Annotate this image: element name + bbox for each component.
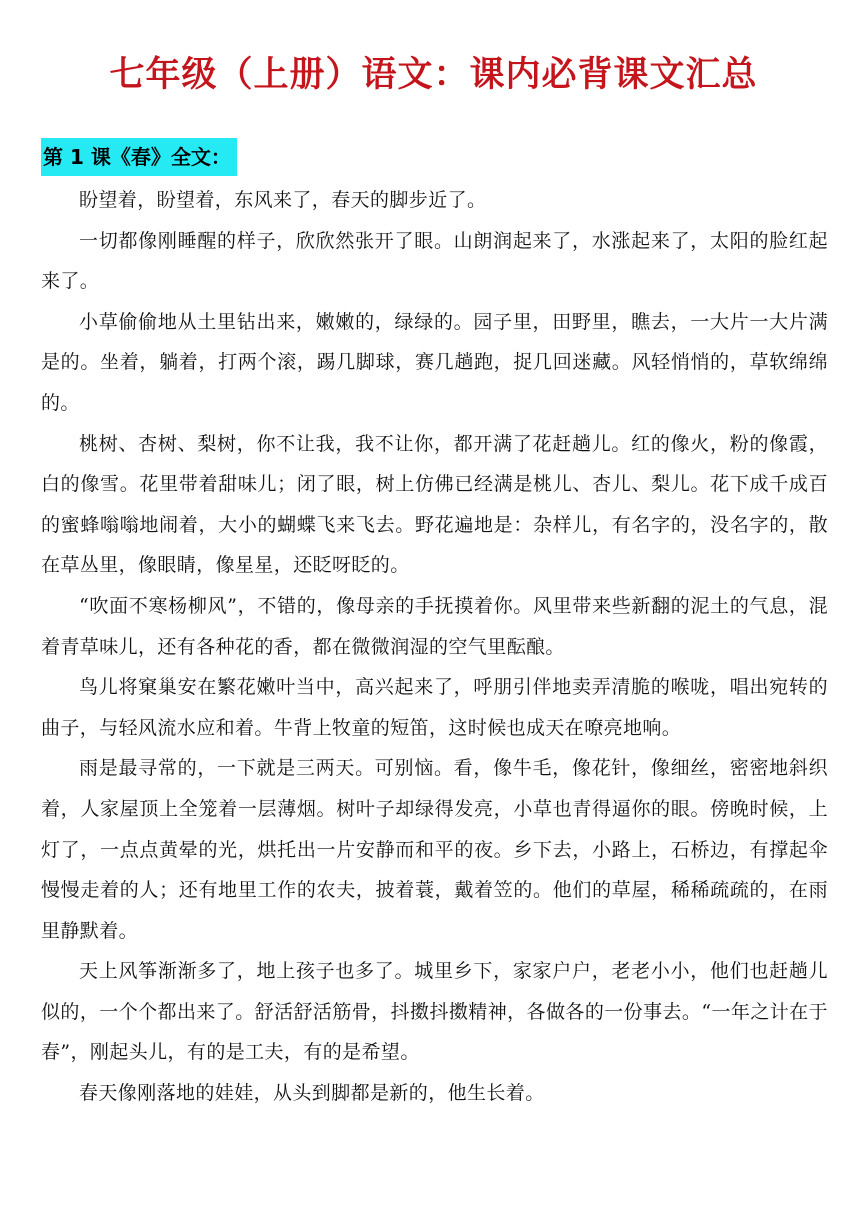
paragraph-9: 春天像刚落地的娃娃，从头到脚都是新的，他生长着。 <box>79 1082 545 1105</box>
document-title: 七年级（上册）语文：课内必背课文汇总 <box>109 55 758 95</box>
paragraph-8: 天上风筝渐渐多了，地上孩子也多了。城里乡下，家家户户，老老小小，他们也赶趟儿似的，一个个都出来了。舒活舒活筋骨，抖擞抖擞精神，各做各的一份事去。“一年之计在于春”，刚起头儿，有的是工夫，有的是希望。 <box>41 960 828 1064</box>
paragraph-2: 一切都像刚睡醒的样子，欣欣然张开了眼。山朗润起来了，水涨起来了，太阳的脸红起来了。 <box>41 229 828 293</box>
paragraph-6: 鸟儿将窠巢安在繁花嫩叶当中，高兴起来了，呼朋引伴地卖弄清脆的喉咙，唱出宛转的曲子，与轻风流水应和着。牛背上牧童的短笛，这时候也成天在嘹亮地响。 <box>41 676 828 739</box>
paragraph-7: 雨是最寻常的，一下就是三两天。可别恼。看，像牛毛，像花针，像细丝，密密地斜织着，人家屋顶上全笼着一层薄烟。树叶子却绿得发亮，小草也青得逼你的眼。傍晚时候，上灯了，一点点黄晕的光，烘托出一片安静而和平的夜。乡下去，小路上，石桥边，有撑起伞慢慢走着的人；还有地里工作的农夫，披着蓑，戴着笠的。他们的草屋，稀稀疏疏的，在雨里静默着。 <box>41 757 828 942</box>
paragraph-4: 桃树、杏树、梨树，你不让我，我不让你，都开满了花赶趟儿。红的像火，粉的像霞，白的像雪。花里带着甜味儿；闭了眼，树上仿佛已经满是桃儿、杏儿、梨儿。花下成千成百的蜜蜂嗡嗡地闹着，大小的蝴蝶飞来飞去。野花遍地是：杂样儿，有名字的，没名字的，散在草丛里，像眼睛，像星星，还眨呀眨的。 <box>41 432 828 577</box>
paragraph-3: 小草偷偷地从土里钻出来，嫩嫩的，绿绿的。园子里，田野里，瞧去，一大片一大片满是的。坐着，躺着，打两个滚，踢几脚球，赛几趟跑，捉几回迷藏。风轻悄悄的，草软绵绵的。 <box>41 310 828 414</box>
paragraph-5: “吹面不寒杨柳风”，不错的，像母亲的手抚摸着你。风里带来些新翻的泥土的气息，混着青草味儿，还有各种花的香，都在微微润湿的空气里酝酿。 <box>41 594 828 658</box>
lesson-heading: 第 1 课《春》全文： <box>41 138 237 176</box>
paragraph-1: 盼望着，盼望着，东风来了，春天的脚步近了。 <box>79 189 487 211</box>
lesson-body <box>41 180 828 1114</box>
